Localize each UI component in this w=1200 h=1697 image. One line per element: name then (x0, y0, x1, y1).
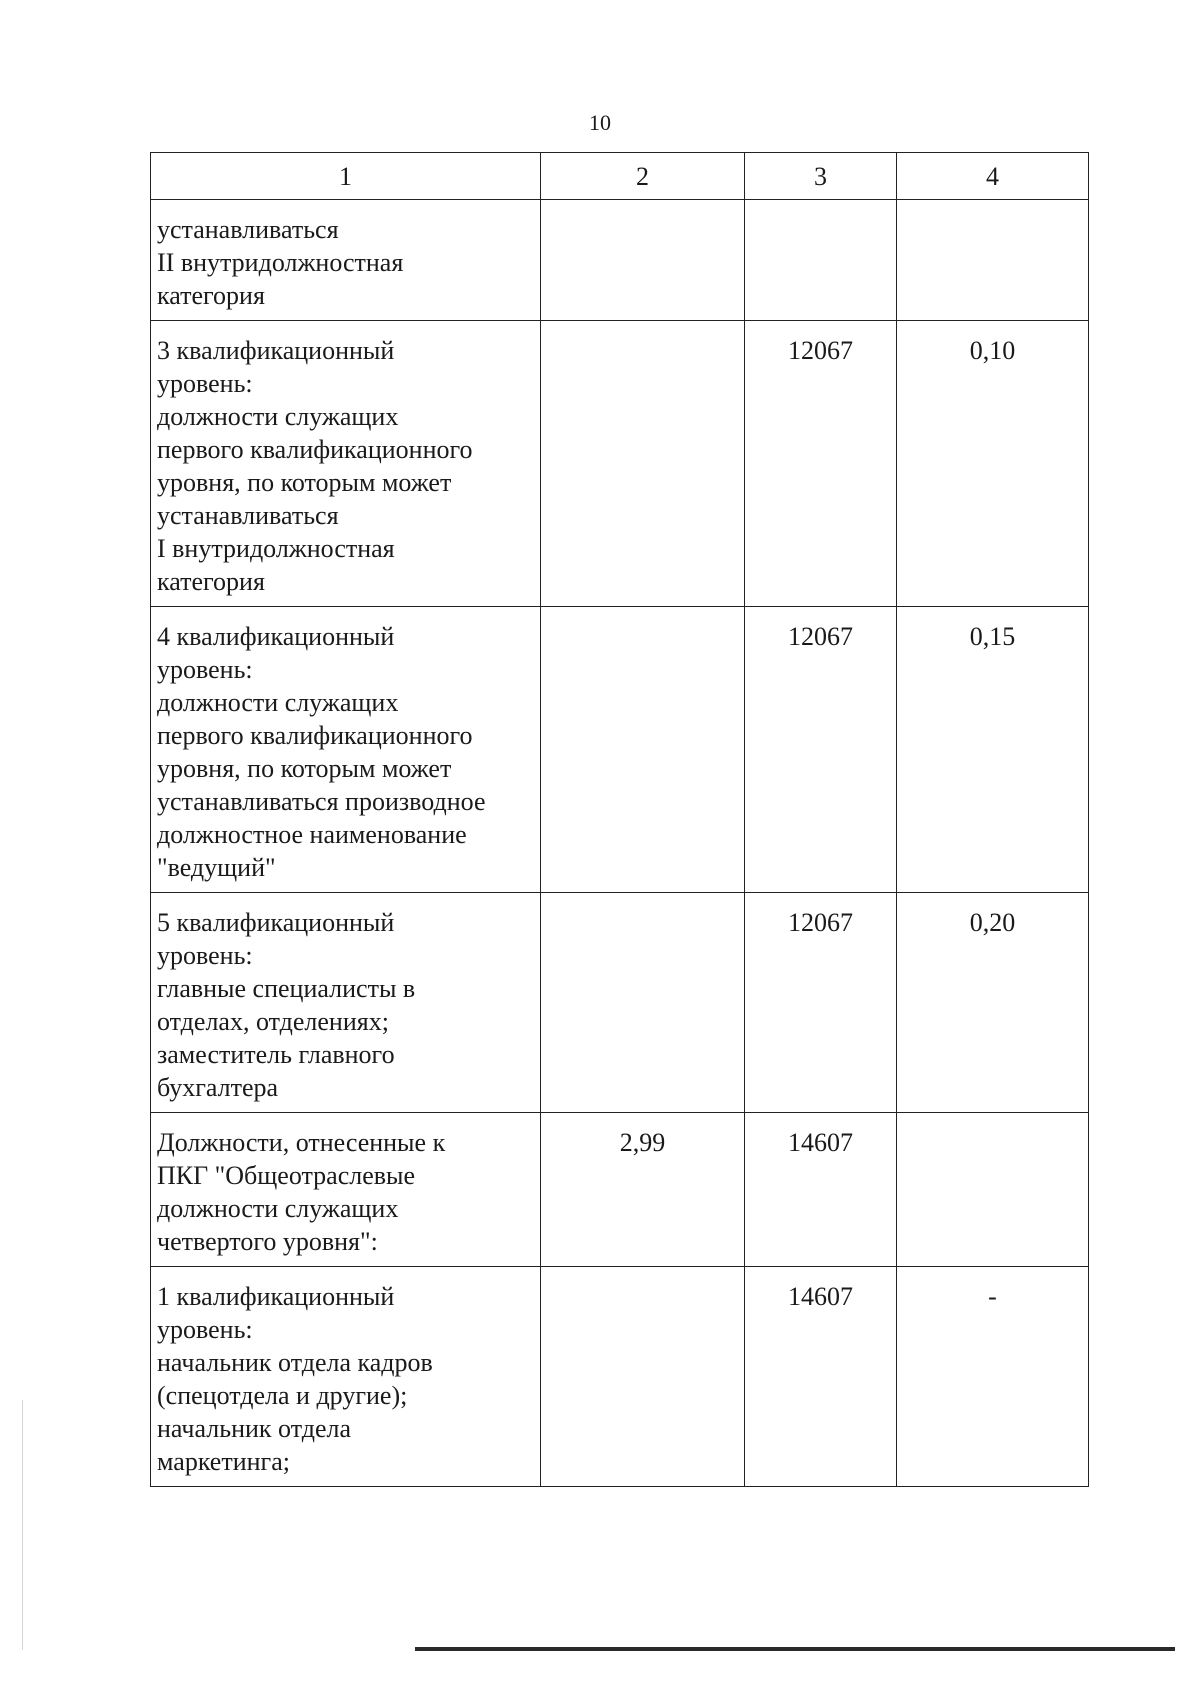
column-header-1: 1 (151, 153, 541, 200)
coefficient-cell: 2,99 (541, 1113, 745, 1267)
increase-cell: - (897, 1267, 1089, 1487)
salary-cell: 12067 (745, 893, 897, 1113)
increase-cell (897, 1113, 1089, 1267)
coefficient-cell (541, 893, 745, 1113)
table-row (151, 607, 1089, 893)
increase-cell: 0,20 (897, 893, 1089, 1113)
salary-cell: 14607 (745, 1113, 897, 1267)
table-row (151, 200, 1089, 321)
column-header-3: 3 (745, 153, 897, 200)
salary-cell (745, 200, 897, 321)
salary-cell: 12067 (745, 321, 897, 607)
table-row (151, 1267, 1089, 1487)
increase-cell: 0,15 (897, 607, 1089, 893)
table-row (151, 321, 1089, 607)
position-description: Должности, отнесенные к ПКГ "Общеотраслевые должности служащих четвертого уровня": (151, 1113, 541, 1267)
scan-margin-line (22, 1400, 23, 1650)
coefficient-cell (541, 200, 745, 321)
increase-cell (897, 200, 1089, 321)
coefficient-cell (541, 321, 745, 607)
position-description: устанавливаться II внутридолжностная категория (151, 200, 541, 321)
column-header-4: 4 (897, 153, 1089, 200)
coefficient-cell (541, 1267, 745, 1487)
position-description: 1 квалификационный уровень: начальник отдела кадров (спецотдела и другие); начальник отдела маркетинга; (151, 1267, 541, 1487)
position-description: 3 квалификационный уровень: должности служащих первого квалификационного уровня, по которым может устанавливаться I внутридолжностная категория (151, 321, 541, 607)
position-description: 4 квалификационный уровень: должности служащих первого квалификационного уровня, по которым может устанавливаться производное должностное наименование "ведущий" (151, 607, 541, 893)
position-description: 5 квалификационный уровень: главные специалисты в отделах, отделениях; заместитель главного бухгалтера (151, 893, 541, 1113)
table-row (151, 1113, 1089, 1267)
salary-table (150, 152, 1089, 1487)
table-header-row (151, 153, 1089, 200)
coefficient-cell (541, 607, 745, 893)
increase-cell: 0,10 (897, 321, 1089, 607)
table-row (151, 893, 1089, 1113)
salary-cell: 12067 (745, 607, 897, 893)
salary-cell: 14607 (745, 1267, 897, 1487)
page-number: 10 (589, 110, 611, 135)
scan-bottom-line (415, 1647, 1175, 1651)
column-header-2: 2 (541, 153, 745, 200)
